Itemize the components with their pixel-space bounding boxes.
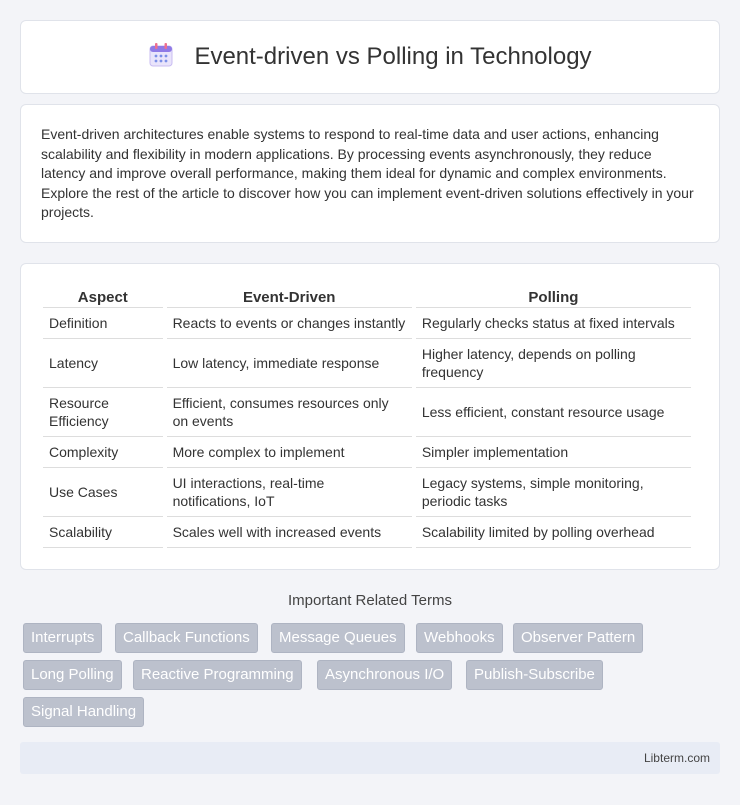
table-cell: UI interactions, real-time notifications, IoT: [167, 468, 412, 517]
table-cell: Resource Efficiency: [43, 388, 163, 437]
tag-callback-functions[interactable]: Callback Functions: [115, 623, 258, 653]
table-cell: Reacts to events or changes instantly: [167, 308, 412, 339]
table-header-row: [43, 288, 691, 308]
table-row: [43, 437, 691, 468]
table-cell: Low latency, immediate response: [167, 339, 412, 388]
header-inner: [148, 42, 591, 73]
tag-observer-pattern[interactable]: Observer Pattern: [513, 623, 643, 653]
table-cell: Legacy systems, simple monitoring, periodic tasks: [416, 468, 691, 517]
table-cell: Complexity: [43, 437, 163, 468]
table-cell: Less efficient, constant resource usage: [416, 388, 691, 437]
table-cell: Scalability limited by polling overhead: [416, 517, 691, 548]
table-cell: Scales well with increased events: [167, 517, 412, 548]
page-title: Event-driven vs Polling in Technology: [194, 43, 592, 70]
tag-long-polling[interactable]: Long Polling: [23, 660, 122, 690]
comparison-card: [20, 263, 720, 570]
table-cell: Latency: [43, 339, 163, 388]
tag-interrupts[interactable]: Interrupts: [23, 623, 102, 653]
header-aspect: Aspect: [43, 288, 163, 308]
header-polling: Polling: [416, 288, 691, 308]
table-cell: Higher latency, depends on polling frequency: [416, 339, 691, 388]
table-row: [43, 339, 691, 388]
intro-card: [20, 104, 720, 243]
table-row: [43, 517, 691, 548]
tag-reactive-programming[interactable]: Reactive Programming: [133, 660, 302, 690]
footer-site-link[interactable]: Libterm.com: [643, 751, 710, 765]
table-row: [43, 468, 691, 517]
tag-message-queues[interactable]: Message Queues: [271, 623, 405, 653]
related-terms-title: Important Related Terms: [288, 592, 452, 609]
table-row: [43, 388, 691, 437]
table-cell: Scalability: [43, 517, 163, 548]
tag-webhooks[interactable]: Webhooks: [416, 623, 503, 653]
table-cell: Efficient, consumes resources only on events: [167, 388, 412, 437]
header-card: [20, 20, 720, 94]
table-row: [43, 308, 691, 339]
table-cell: Regularly checks status at fixed intervals: [416, 308, 691, 339]
calendar-icon: [148, 42, 174, 73]
footer: [20, 742, 720, 774]
tag-asynchronous-io[interactable]: Asynchronous I/O: [317, 660, 452, 690]
table-cell: Use Cases: [43, 468, 163, 517]
table-cell: More complex to implement: [167, 437, 412, 468]
intro-text: Event-driven architectures enable systems to respond to real-time data and user actions, enhancing scalability and flexibility in modern applications. By processing events asynchronously, they reduce latency and improve overall performance, making them ideal for dynamic and complex environments. Explore the rest of the article to discover how you can implement event-driven solutions effectively in your projects.: [41, 126, 694, 220]
tag-signal-handling[interactable]: Signal Handling: [23, 697, 144, 727]
tag-publish-subscribe[interactable]: Publish-Subscribe: [466, 660, 603, 690]
table-cell: Definition: [43, 308, 163, 339]
table-cell: Simpler implementation: [416, 437, 691, 468]
header-event-driven: Event-Driven: [167, 288, 412, 308]
comparison-table: [39, 288, 695, 548]
